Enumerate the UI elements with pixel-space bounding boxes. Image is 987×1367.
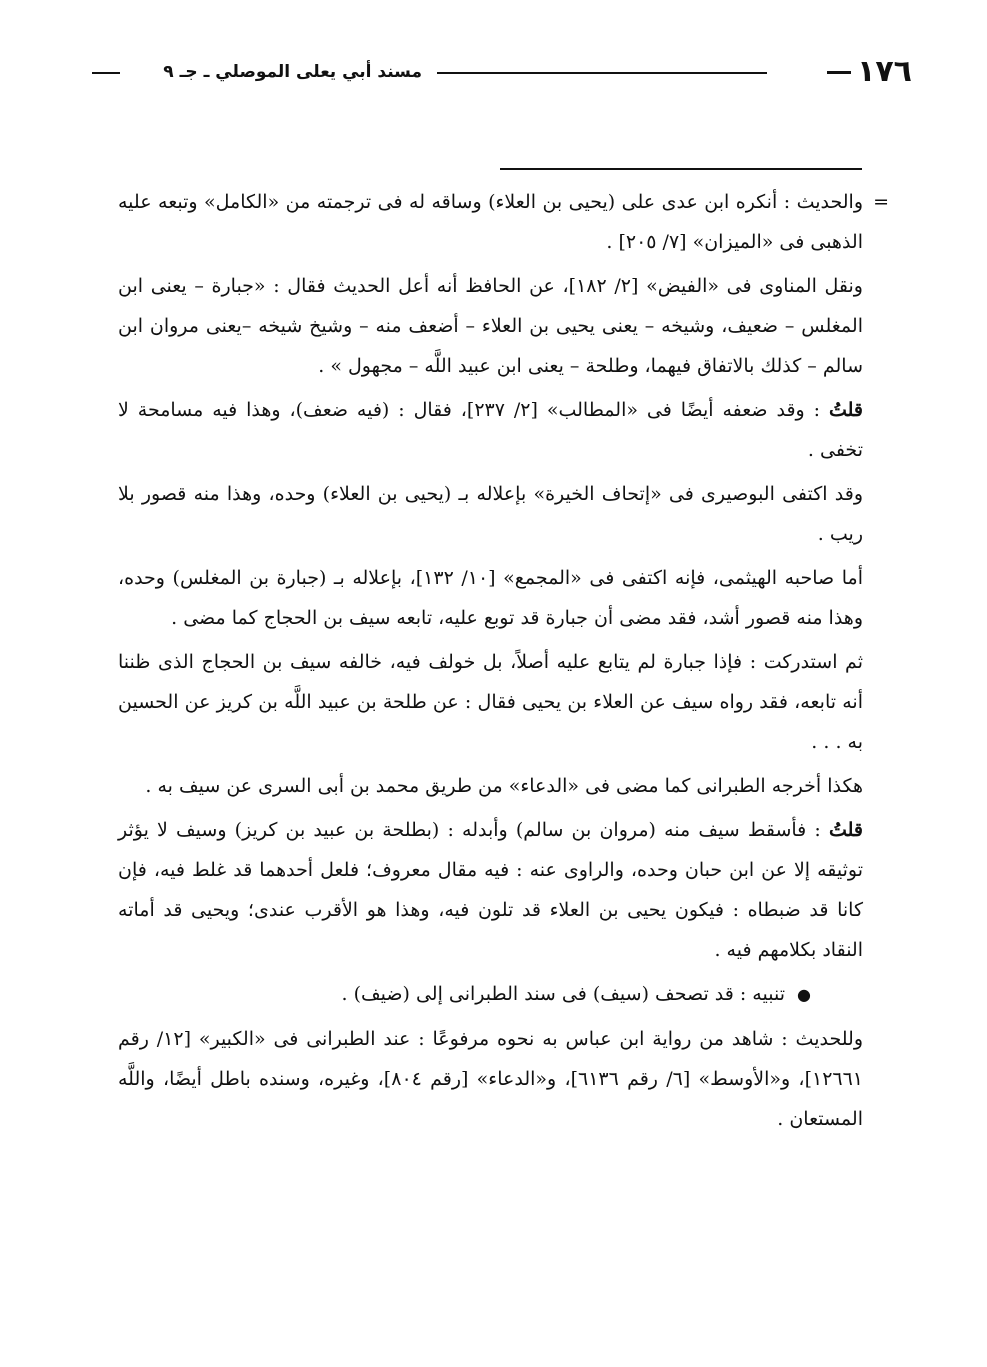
footnote-paragraph [118, 766, 863, 806]
footnote-paragraph [118, 642, 863, 762]
footnote-paragraph [118, 390, 863, 470]
paragraph-text: والحديث : أنكره ابن عدى على (يحيى بن العلاء) وساقه له فى ترجمته من «الكامل» وتبعه عليه الذهبى فى «الميزان» [٧/ ٢٠٥] . [118, 191, 863, 253]
paragraph-text: هكذا أخرجه الطبرانى كما مضى فى «الدعاء» من طريق محمد بن أبى السرى عن سيف به . [145, 775, 863, 797]
paragraph-text: : وقد ضعفه أيضًا فى «المطالب» [٢/ ٢٣٧]، فقال : (فيه ضعف)، وهذا فيه مسامحة لا تخفى . [118, 399, 863, 461]
paragraph-text: : فأسقط سيف منه (مروان بن سالم) وأبدله : (بطلحة بن عبيد بن كريز) وسيف لا يؤثر توثيقه إلا عن ابن حبان وحده، والراوى عنه : فيه مقال معروف؛ فلعل أحدهما قد غلط فيه، فإن كانا قد ضبطاه : فيكون يحيى بن العلاء قد تلون فيه، وهذا هو الأقرب عندى؛ ويحيى قد أماته النقاد بكلامهم فيه . [118, 819, 863, 961]
header-rule [437, 72, 767, 74]
page-number-value: ١٧٦ [857, 54, 912, 89]
footnote-paragraph [118, 558, 863, 638]
footnote-paragraph [118, 182, 889, 262]
footnotes-body [118, 182, 889, 1143]
paragraph-text: ثم استدركت : فإذا جبارة لم يتابع عليه أصلاً، بل خولف فيه، خالفه سيف بن الحجاج الذى ظننا أنه تابعه، فقد رواه سيف عن العلاء بن يحيى فقال : عن طلحة بن عبيد اللَّه بن كريز عن الحسين به . . . [118, 651, 863, 753]
footnote-paragraph [118, 1019, 863, 1139]
paragraph-lead: قلتُ [828, 399, 863, 421]
running-title: مسند أبي يعلى الموصلي ـ جـ ٩ [163, 62, 422, 82]
footnote-paragraph [118, 266, 863, 386]
footnote-paragraph [118, 474, 863, 554]
page-header [92, 52, 912, 92]
paragraph-lead: قلتُ [828, 819, 863, 841]
paragraph-text: ونقل المناوى فى «الفيض» [٢/ ١٨٢]، عن الحافظ أنه أعل الحديث فقال : «جبارة – يعنى ابن المغلس – ضعيف، وشيخه – يعنى يحيى بن العلاء – أضعف منه – وشيخ شيخه –يعنى مروان ابن سالم – كذلك بالاتفاق فيهما، وطلحة – يعنى ابن عبيد اللَّه – مجهول » . [118, 275, 863, 377]
page-number [827, 52, 912, 92]
paragraph-text: وقد اكتفى البوصيرى فى «إتحاف الخيرة» بإعلاله بـ (يحيى بن العلاء) وحده، وهذا منه قصور بلا ريب . [118, 483, 863, 545]
continuation-mark: = [873, 191, 889, 213]
header-dash [827, 71, 851, 74]
bullet-icon: ● [797, 985, 811, 1004]
paragraph-text: أما صاحبه الهيثمى، فإنه اكتفى فى «المجمع» [١٠/ ١٣٢]، بإعلاله بـ (جبارة بن المغلس) وحده، وهذا منه قصور أشد، فقد مضى أن جبارة قد توبع عليه، تابعه سيف بن الحجاج كما مضى . [118, 567, 863, 629]
footnote-separator [500, 168, 862, 170]
paragraph-text: تنبيه : قد تصحف (سيف) فى سند الطبرانى إلى (ضيف) . [341, 983, 785, 1005]
footnote-paragraph [118, 810, 863, 970]
header-rule-end [92, 72, 120, 74]
note-paragraph [118, 974, 863, 1015]
paragraph-text: وللحديث : شاهد من رواية ابن عباس به نحوه مرفوعًا : عند الطبرانى فى «الكبير» [١٢/ رقم ١٢٦٦١]، و«الأوسط» [٦/ رقم ٦١٣٦]، و«الدعاء» [رقم ٨٠٤]، وغيره، وسنده باطل أيضًا، واللَّه المستعان . [118, 1028, 864, 1130]
